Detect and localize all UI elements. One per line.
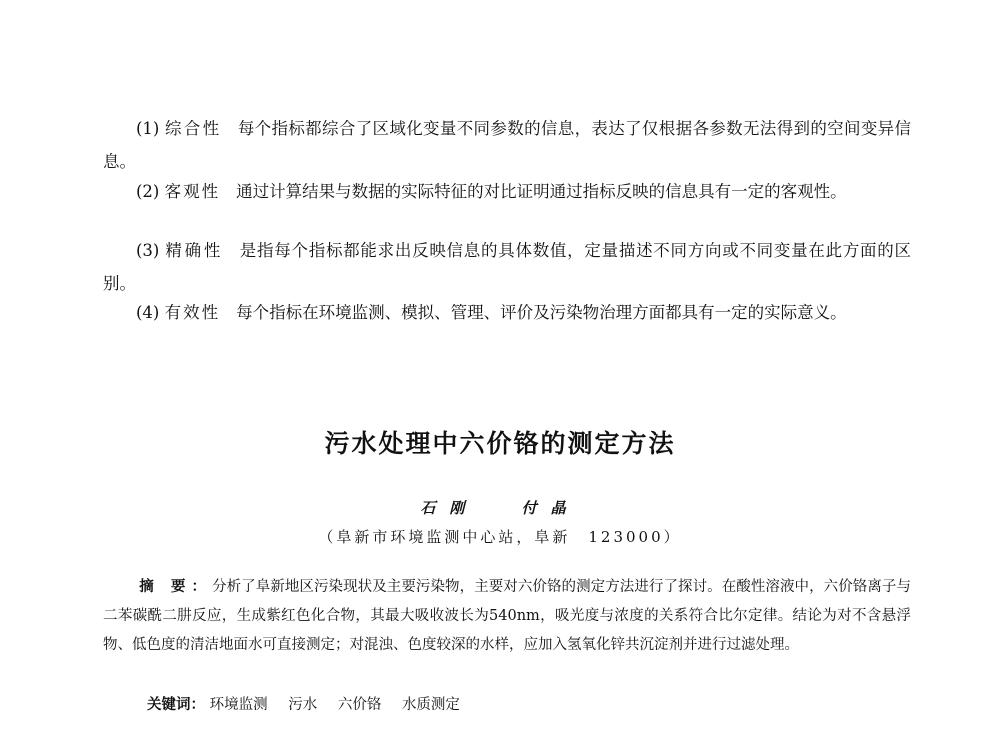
property-paragraph-3 <box>103 234 911 300</box>
property-text: 通过计算结果与数据的实际特征的对比证明通过指标反映的信息具有一定的客观性。 <box>236 182 847 201</box>
keyword-item: 污水 <box>288 697 318 713</box>
property-number: (3) <box>136 241 160 260</box>
property-term: 有效性 <box>164 303 221 322</box>
keyword-item: 六价铬 <box>337 697 382 713</box>
article-title: 污水处理中六价铬的测定方法 <box>324 429 676 458</box>
article-authors: 石刚 付晶 <box>420 499 580 517</box>
keywords-label: 关键词： <box>147 697 205 713</box>
property-number: (1) <box>136 119 160 138</box>
abstract <box>103 573 911 660</box>
keyword-item: 环境监测 <box>209 697 268 713</box>
abstract-label: 摘 要： <box>139 579 213 595</box>
property-text: 每个指标都综合了区域化变量不同参数的信息，表达了仅根据各参数无法得到的空间变异信息。 <box>103 119 912 171</box>
property-text: 每个指标在环境监测、模拟、管理、评价及污染物治理方面都具有一定的实际意义。 <box>236 303 847 322</box>
property-term: 客观性 <box>164 182 221 201</box>
property-text: 是指每个指标都能求出反映信息的具体数值，定量描述不同方向或不同变量在此方面的区别。 <box>103 241 912 293</box>
keywords <box>147 694 476 716</box>
property-term: 精确性 <box>165 241 224 260</box>
property-paragraph-1 <box>103 112 911 178</box>
property-term: 综合性 <box>164 119 222 138</box>
article-affiliation: （阜新市环境监测中心站，阜新 123000） <box>318 528 682 546</box>
property-number: (2) <box>136 182 160 201</box>
property-number: (4) <box>136 303 160 322</box>
property-paragraph-4 <box>103 296 911 329</box>
abstract-text: 分析了阜新地区污染现状及主要污染物，主要对六价铬的测定方法进行了探讨。在酸性溶液中，六价铬离子与二苯碳酰二肼反应，生成紫红色化合物，其最大吸收波长为540nm，吸光度与浓度的关系符合比尔定律。结论为对不含悬浮物、低色度的清洁地面水可直接测定；对混浊、色度较深的水样，应加入氢氧化锌共沉淀剂并进行过滤处理。 <box>103 579 911 653</box>
keyword-item: 水质测定 <box>401 697 460 713</box>
property-paragraph-2 <box>103 175 911 208</box>
